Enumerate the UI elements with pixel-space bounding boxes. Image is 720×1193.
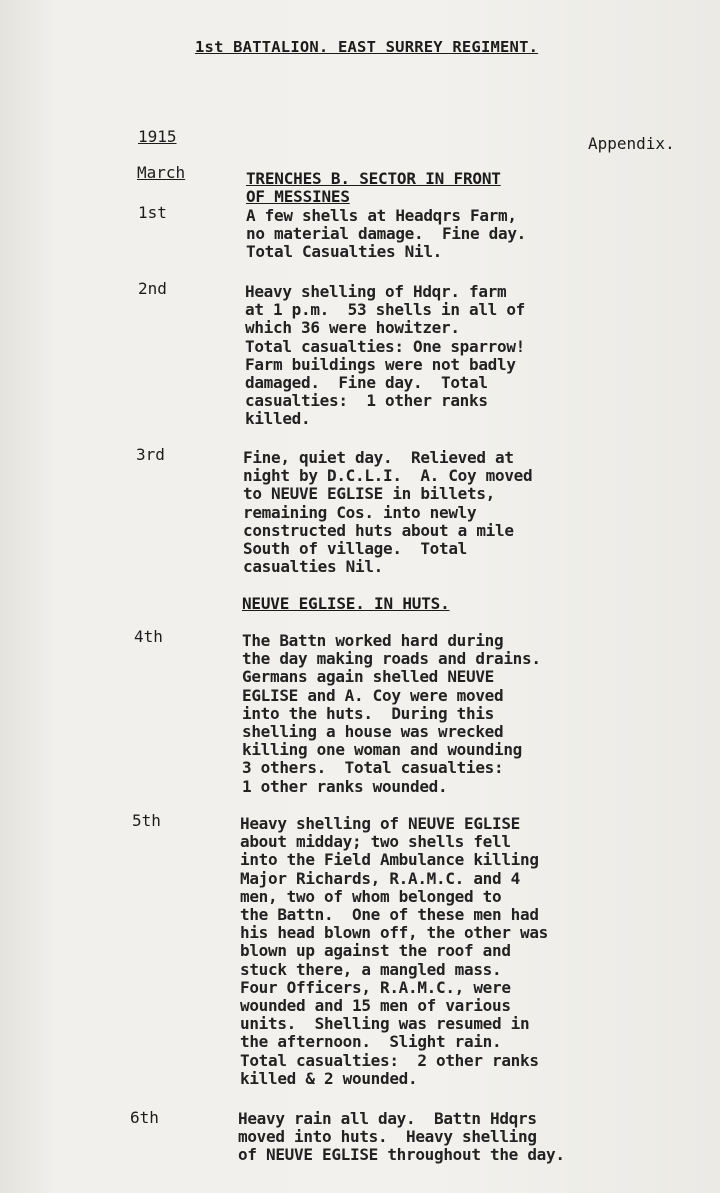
- entry-date-6th: 6th: [130, 1108, 159, 1127]
- entry-date-5th: 5th: [132, 811, 161, 830]
- entry-text-5th: Heavy shelling of NEUVE EGLISE about midday; two shells fell into the Field Ambulance killing Major Richards, R.A.M.C. and 4 men, two of whom belonged to the Battn. One of these men had his head blown off, the other was blown up against the roof and stuck there, a mangled mass. Four Officers, R.A.M.C., were wounded and 15 men of various units. Shelling was resumed in the afternoon. Slight rain. Total casualties: 2 other ranks killed & 2 wounded.: [240, 814, 548, 1088]
- entry-date-2nd: 2nd: [138, 279, 167, 298]
- entry-text-2nd: Heavy shelling of Hdqr. farm at 1 p.m. 53 shells in all of which 36 were howitzer. Total casualties: One sparrow! Farm buildings were not badly damaged. Fine day. Total casualties: 1 other ranks killed.: [245, 282, 525, 429]
- year-label: 1915: [138, 127, 177, 146]
- month-label: March: [137, 163, 186, 182]
- document-title: 1st BATTALION. EAST SURREY REGIMENT.: [195, 38, 539, 56]
- section-heading-neuve-eglise: NEUVE EGLISE. IN HUTS.: [242, 594, 450, 613]
- section-heading-trenches: TRENCHES B. SECTOR IN FRONT OF MESSINES: [246, 169, 501, 206]
- entry-text-4th: The Battn worked hard during the day making roads and drains. Germans again shelled NEUVE EGLISE and A. Coy were moved into the huts. During this shelling a house was wrecked killing one woman and wounding 3 others. Total casualties: 1 other ranks wounded.: [242, 631, 541, 796]
- entry-date-1st: 1st: [138, 203, 167, 222]
- entry-text-6th: Heavy rain all day. Battn Hdqrs moved into huts. Heavy shelling of NEUVE EGLISE throughout the day.: [238, 1109, 565, 1165]
- entry-text-1st: A few shells at Headqrs Farm, no material damage. Fine day. Total Casualties Nil.: [246, 206, 526, 262]
- appendix-label: Appendix.: [588, 134, 675, 153]
- entry-date-3rd: 3rd: [136, 445, 165, 464]
- entry-text-3rd: Fine, quiet day. Relieved at night by D.C.L.I. A. Coy moved to NEUVE EGLISE in billets, remaining Cos. into newly constructed huts about a mile South of village. Total casualties Nil.: [243, 448, 533, 577]
- entry-date-4th: 4th: [134, 627, 163, 646]
